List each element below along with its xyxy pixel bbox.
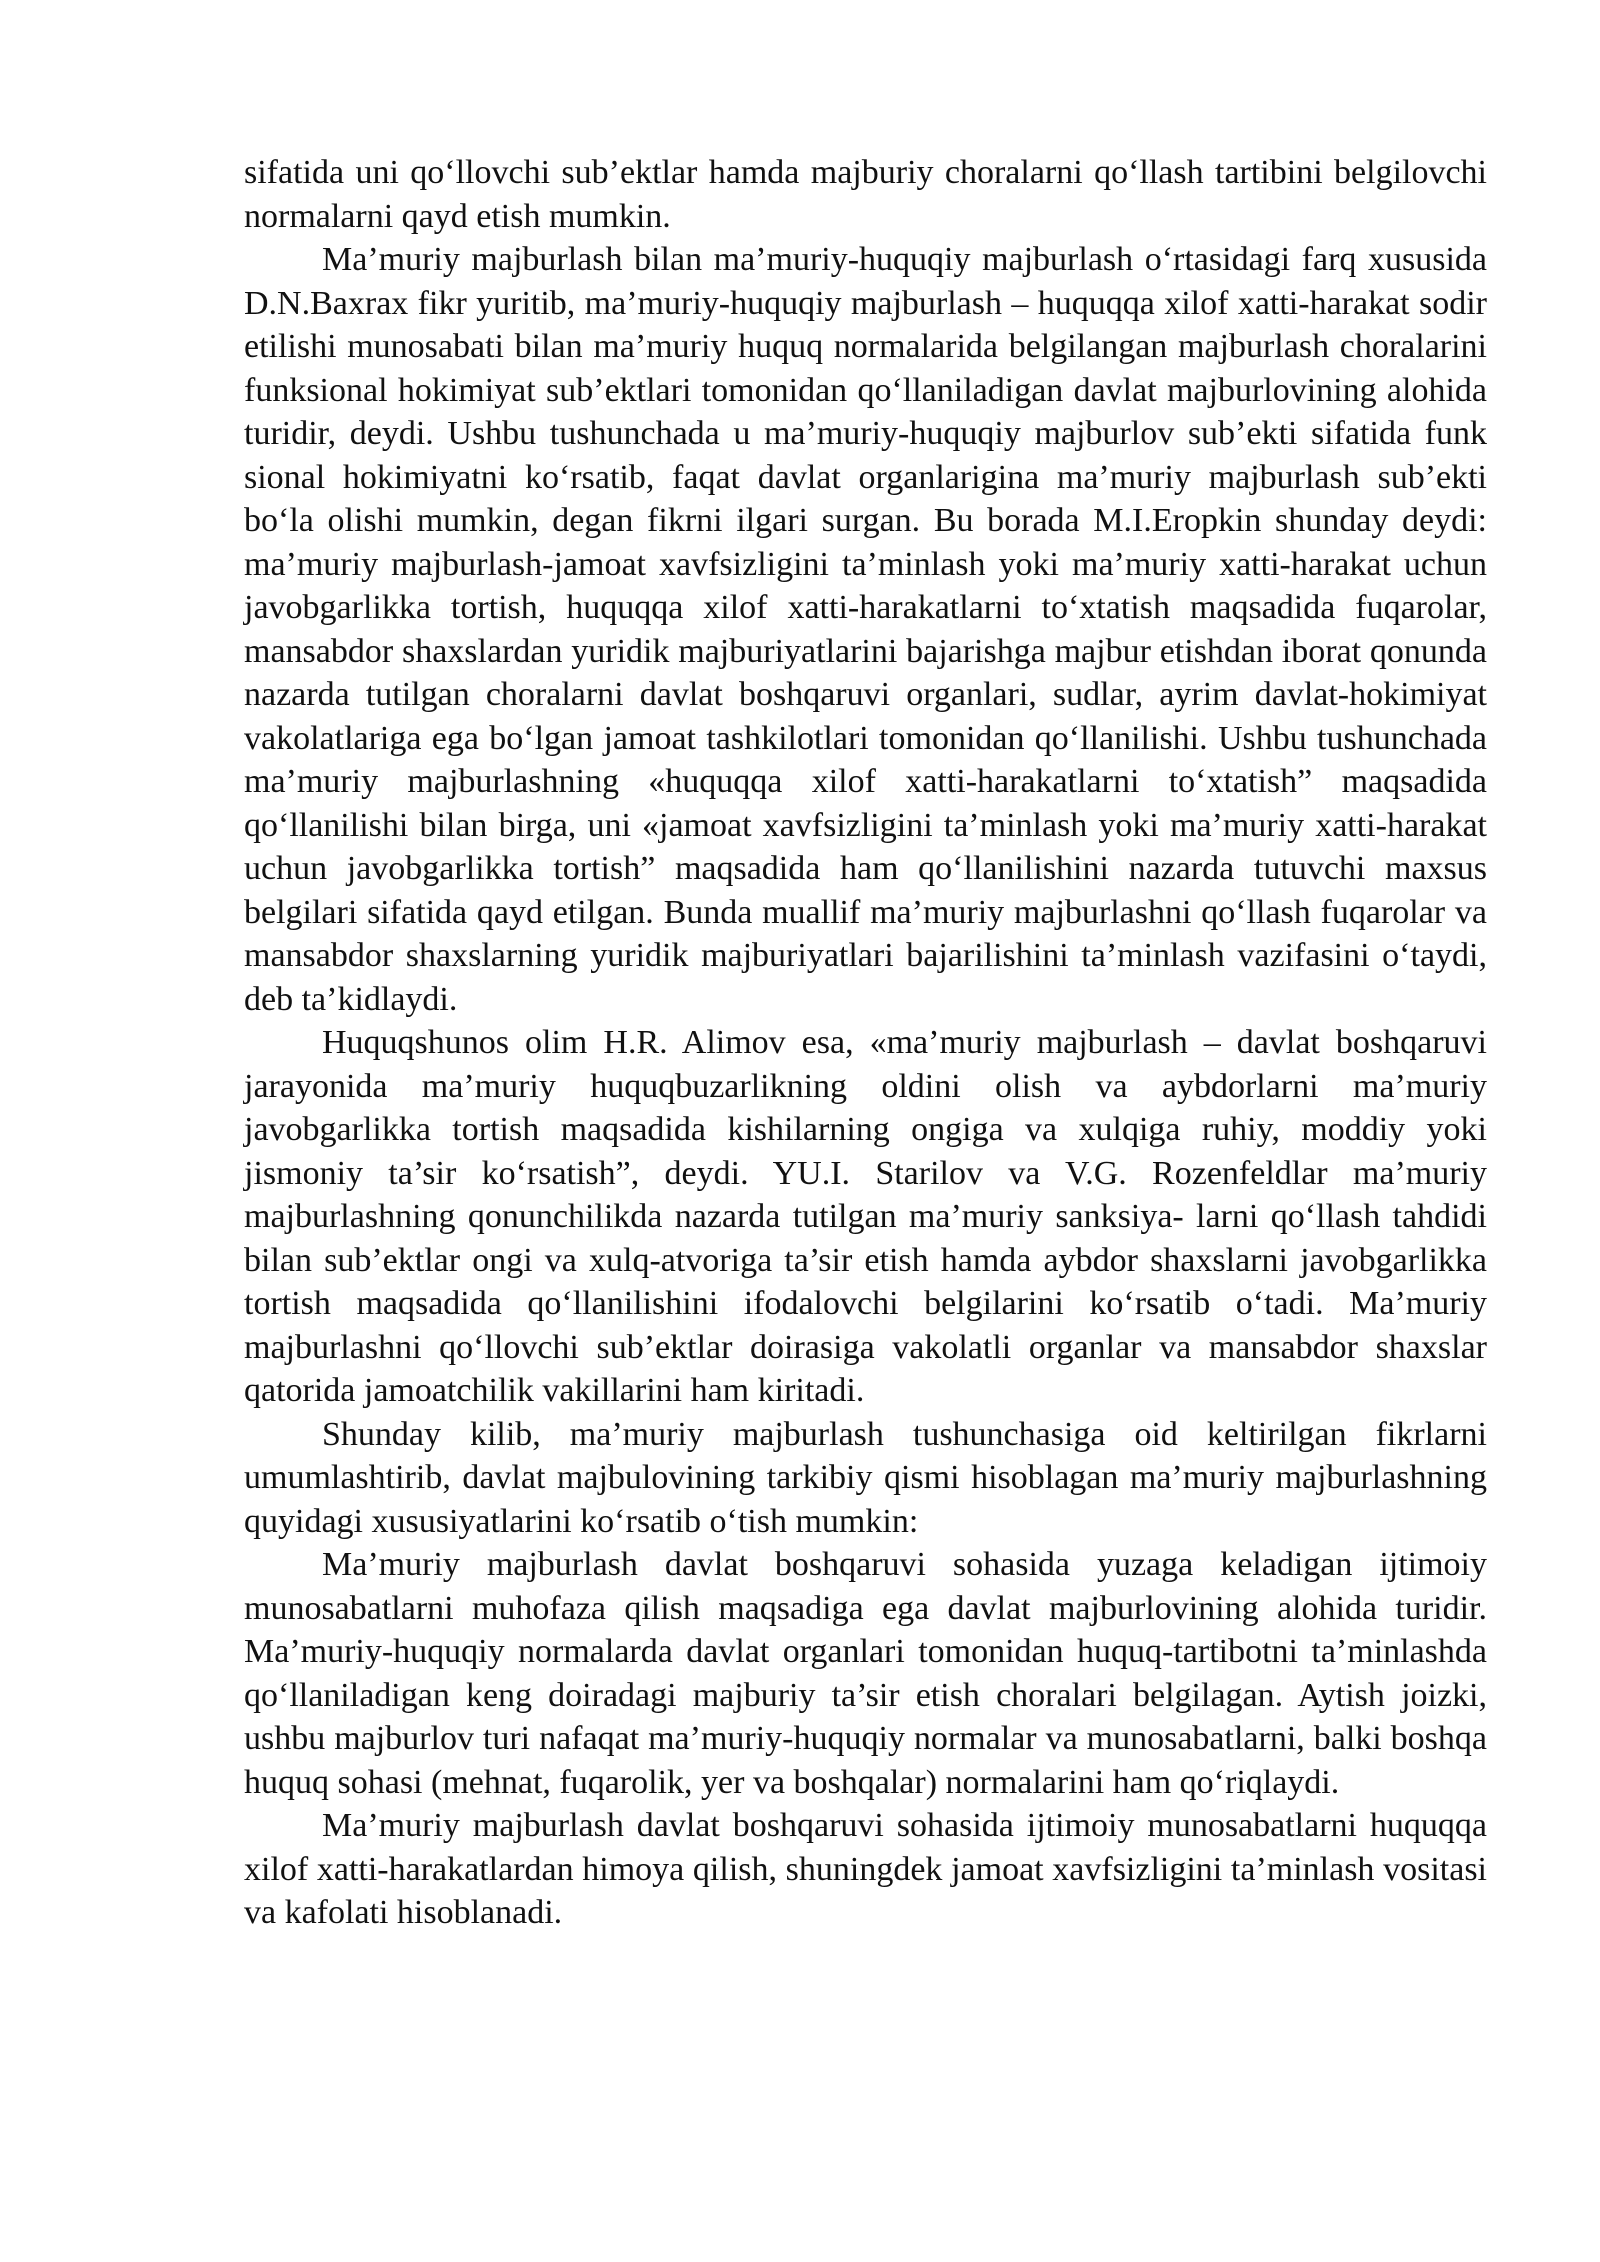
paragraph-alimov-starilov: Huquqshunos olim H.R. Alimov esa, «ma’muriy majburlash – davlat boshqaruvi jarayonida ma’muriy huquqbuzarlikning oldini olish va aybdorlarni ma’muriy javobgarlikka tortish maqsadida kishilarning ongiga va xulqiga ruhiy, moddiy yoki jismoniy ta’sir ko‘rsatish”, deydi. YU.I. Starilov va V.G. Rozenfeldlar ma’muriy majburlashning qonunchilikda nazarda tutilgan ma’muriy sanksiya- larni qo‘llash tahdidi bilan sub’ektlar ongi va xulq-atvoriga ta’sir etish hamda aybdor shaxslarni javobgarlikka tortish maqsadida qo‘llanilishini ifodalovchi belgilarini ko‘rsatib o‘tadi. Ma’muriy majburlashni qo‘llovchi sub’ektlar doirasiga vakolatli organlar va mansabdor shaxslar qatorida jamoatchilik vakillarini ham kiritadi. xyxy=(244,1024,1487,1409)
paragraph-continuation: sifatida uni qo‘llovchi sub’ektlar hamda majburiy choralarni qo‘llash tartibini belgilovchi normalarni qayd etish mumkin. xyxy=(244,154,1487,235)
paragraph-summary-intro: Shunday kilib, ma’muriy majburlash tushunchasiga oid keltirilgan fikrlarni umumlashtirib, davlat majbulovining tarkibiy qismi hisoblagan ma’muriy majburlashning quyidagi xususiyatlarini ko‘rsatib o‘tish mumkin: xyxy=(244,1415,1487,1540)
paragraph-baxrax-eropkin: Ma’muriy majburlash bilan ma’muriy-huquqiy majburlash o‘rtasidagi farq xususida D.N.Baxrax fikr yuritib, ma’muriy-huquqiy majburlash – huquqqa xilof xatti-harakat sodir etilishi munosabati bilan ma’muriy huquq normalarida belgilangan majburlash choralarini funksional hokimiyat sub’ektlari tomonidan qo‘llaniladigan davlat majburlovining alohida turidir, deydi. Ushbu tushunchada u ma’muriy-huquqiy majburlov sub’ekti sifatida funk sional hokimiyatni ko‘rsatib, faqat davlat organlarigina ma’muriy majburlash sub’ekti bo‘la olishi mumkin, degan fikrni ilgari surgan. Bu borada M.I.Eropkin shunday deydi: ma’muriy majburlash-jamoat xavfsizligini ta’minlash yoki ma’muriy xatti-harakat uchun javobgarlikka tortish, huquqqa xilof xatti-harakatlarni to‘xtatish maqsadida fuqarolar, mansabdor shaxslardan yuridik majburiyatlarini bajarishga majbur etishdan iborat qonunda nazarda tutilgan choralarni davlat boshqaruvi organlari, sudlar, ayrim davlat-hokimiyat vakolatlariga ega bo‘lgan jamoat tashkilotlari tomonidan qo‘llanilishi. Ushbu tushunchada ma’muriy majburlashning «huquqqa xilof xatti-harakatlarni to‘xtatish” maqsadida qo‘llanilishi bilan birga, uni «jamoat xavfsizligini ta’minlash yoki ma’muriy xatti-harakat uchun javobgarlikka tortish” maqsadida ham qo‘llanilishini nazarda tutuvchi maxsus belgilari sifatida qayd etilgan. Bunda muallif ma’muriy majburlashni qo‘llash fuqarolar va mansabdor shaxslarning yuridik majburiyatlari bajarilishini ta’minlash vazifasini o‘taydi, deb ta’kidlaydi. xyxy=(244,241,1487,1018)
paragraph-feature-one: Ma’muriy majburlash davlat boshqaruvi sohasida yuzaga keladigan ijtimoiy munosabatlarni muhofaza qilish maqsadiga ega davlat majburlovining alohida turidir. Ma’muriy-huquqiy normalarda davlat organlari tomonidan huquq-tartibotni ta’minlashda qo‘llaniladigan keng doiradagi majburiy ta’sir etish choralari belgilagan. Aytish joizki, ushbu majburlov turi nafaqat ma’muriy-huquqiy normalar va munosabatlarni, balki boshqa huquq sohasi (mehnat, fuqarolik, yer va boshqalar) normalarini ham qo‘riqlaydi. xyxy=(244,1546,1487,1801)
document-page xyxy=(244,151,1487,1935)
paragraph-feature-two: Ma’muriy majburlash davlat boshqaruvi sohasida ijtimoiy munosabatlarni huquqqa xilof xatti-harakatlardan himoya qilish, shuningdek jamoat xavfsizligini ta’minlash vositasi va kafolati hisoblanadi. xyxy=(244,1807,1487,1931)
